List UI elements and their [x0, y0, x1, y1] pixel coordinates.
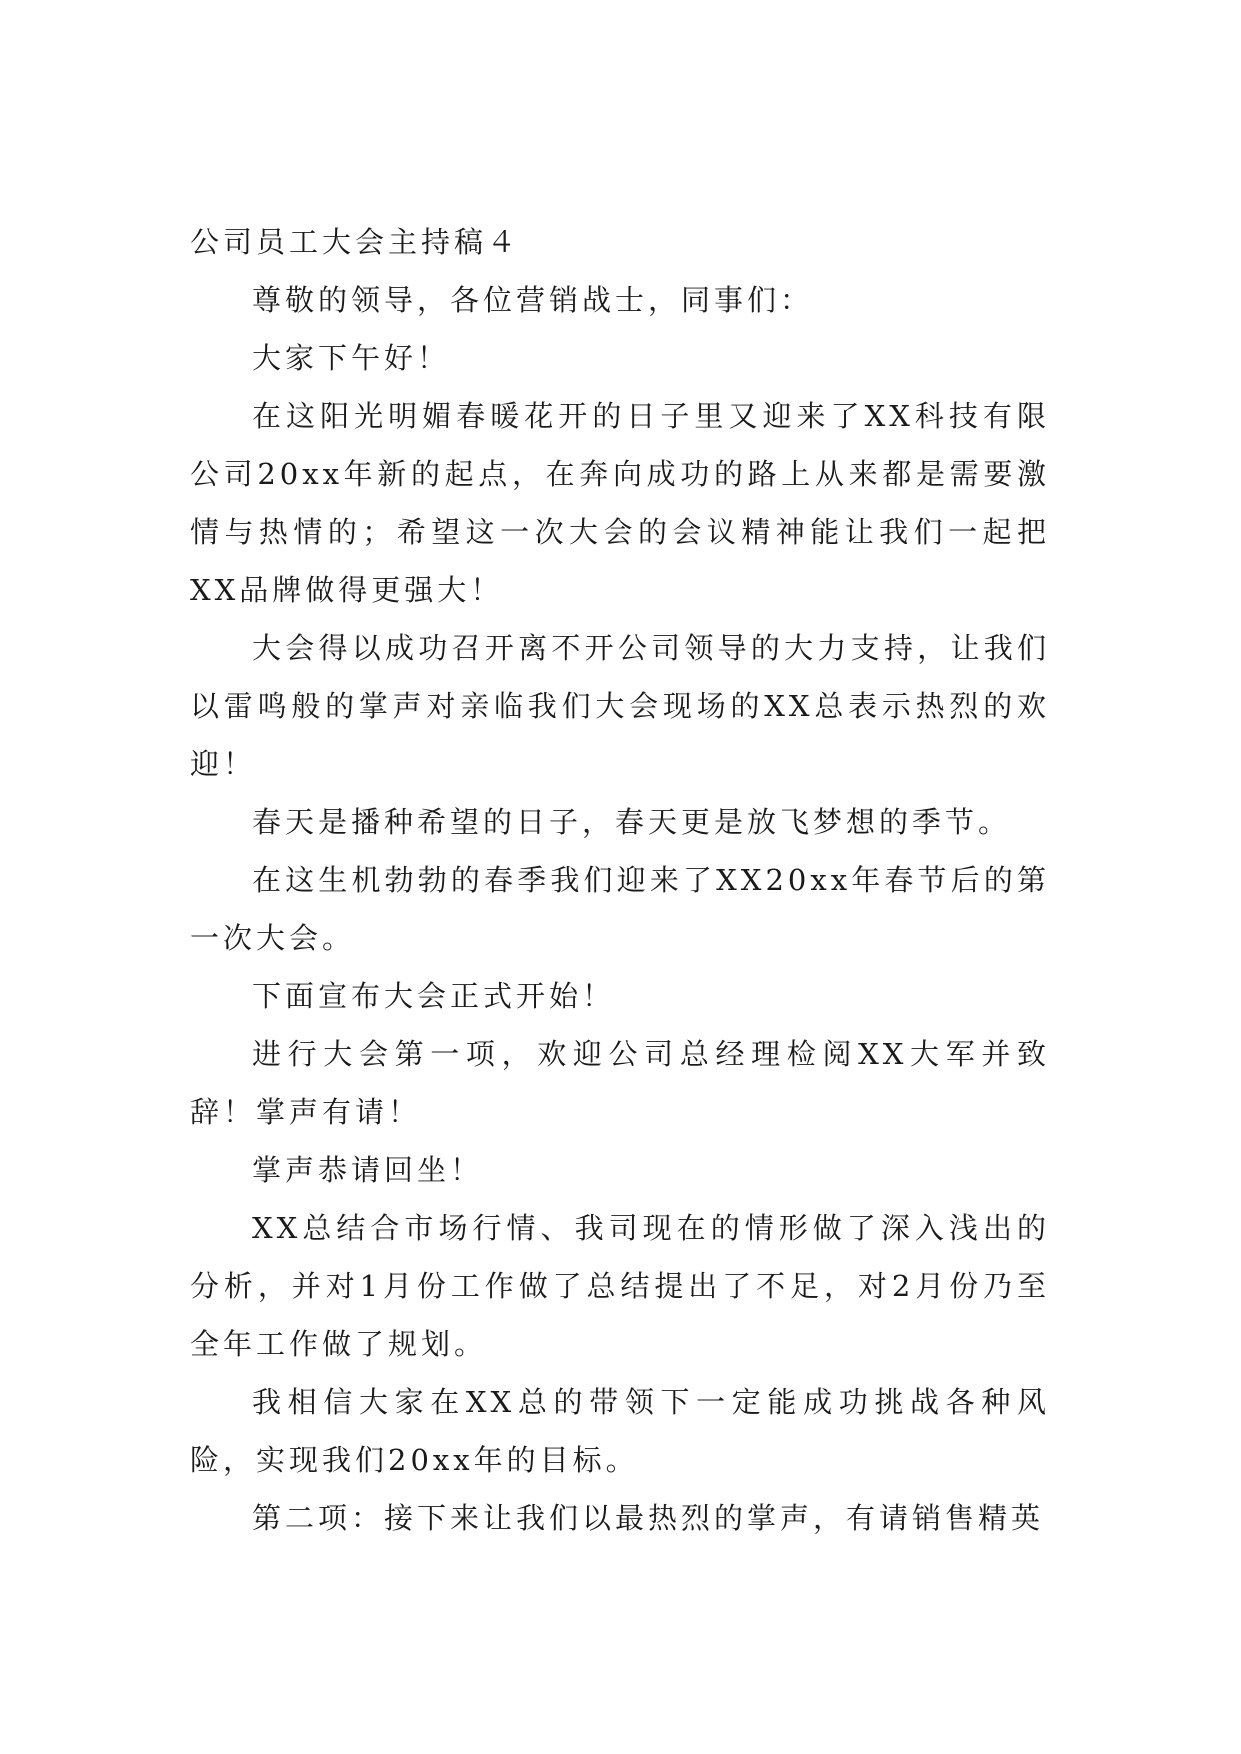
paragraph-spring: 春天是播种希望的日子，春天更是放飞梦想的季节。 [252, 805, 1012, 839]
paragraph-welcome-leader: 大会得以成功召开离不开公司领导的大力支持，让我们以雷鸣般的掌声对亲临我们大会现场的XX总表示热烈的欢迎！ [190, 631, 1050, 781]
paragraph-greeting: 尊敬的领导，各位营销战士，同事们： [252, 283, 814, 317]
paragraph-analysis: XX总结合市场行情、我司现在的情形做了深入浅出的分析，并对1月份工作做了总结提出了不足，对2月份乃至全年工作做了规划。 [190, 1211, 1050, 1361]
paragraph-item-one: 进行大会第一项，欢迎公司总经理检阅XX大军并致辞！掌声有请！ [190, 1037, 1050, 1129]
paragraph-announce-start: 下面宣布大会正式开始！ [252, 979, 616, 1013]
paragraph-confidence: 我相信大家在XX总的带领下一定能成功挑战各种风险，实现我们20xx年的目标。 [190, 1385, 1050, 1477]
paragraph-item-two: 第二项：接下来让我们以最热烈的掌声，有请销售精英 [252, 1501, 1045, 1535]
document-body [190, 213, 1050, 1547]
paragraph-opening: 在这阳光明媚春暖花开的日子里又迎来了XX科技有限公司20xx年新的起点，在奔向成功的路上从来都是需要激情与热情的；希望这一次大会的会议精神能让我们一起把XX品牌做得更强大！ [190, 399, 1050, 607]
paragraph-good-afternoon: 大家下午好！ [252, 341, 451, 375]
paragraph-return-seat: 掌声恭请回坐！ [252, 1153, 484, 1187]
paragraph-first-meeting: 在这生机勃勃的春季我们迎来了XX20xx年春节后的第一次大会。 [190, 863, 1050, 955]
document-title: 公司员工大会主持稿４ [190, 225, 521, 259]
